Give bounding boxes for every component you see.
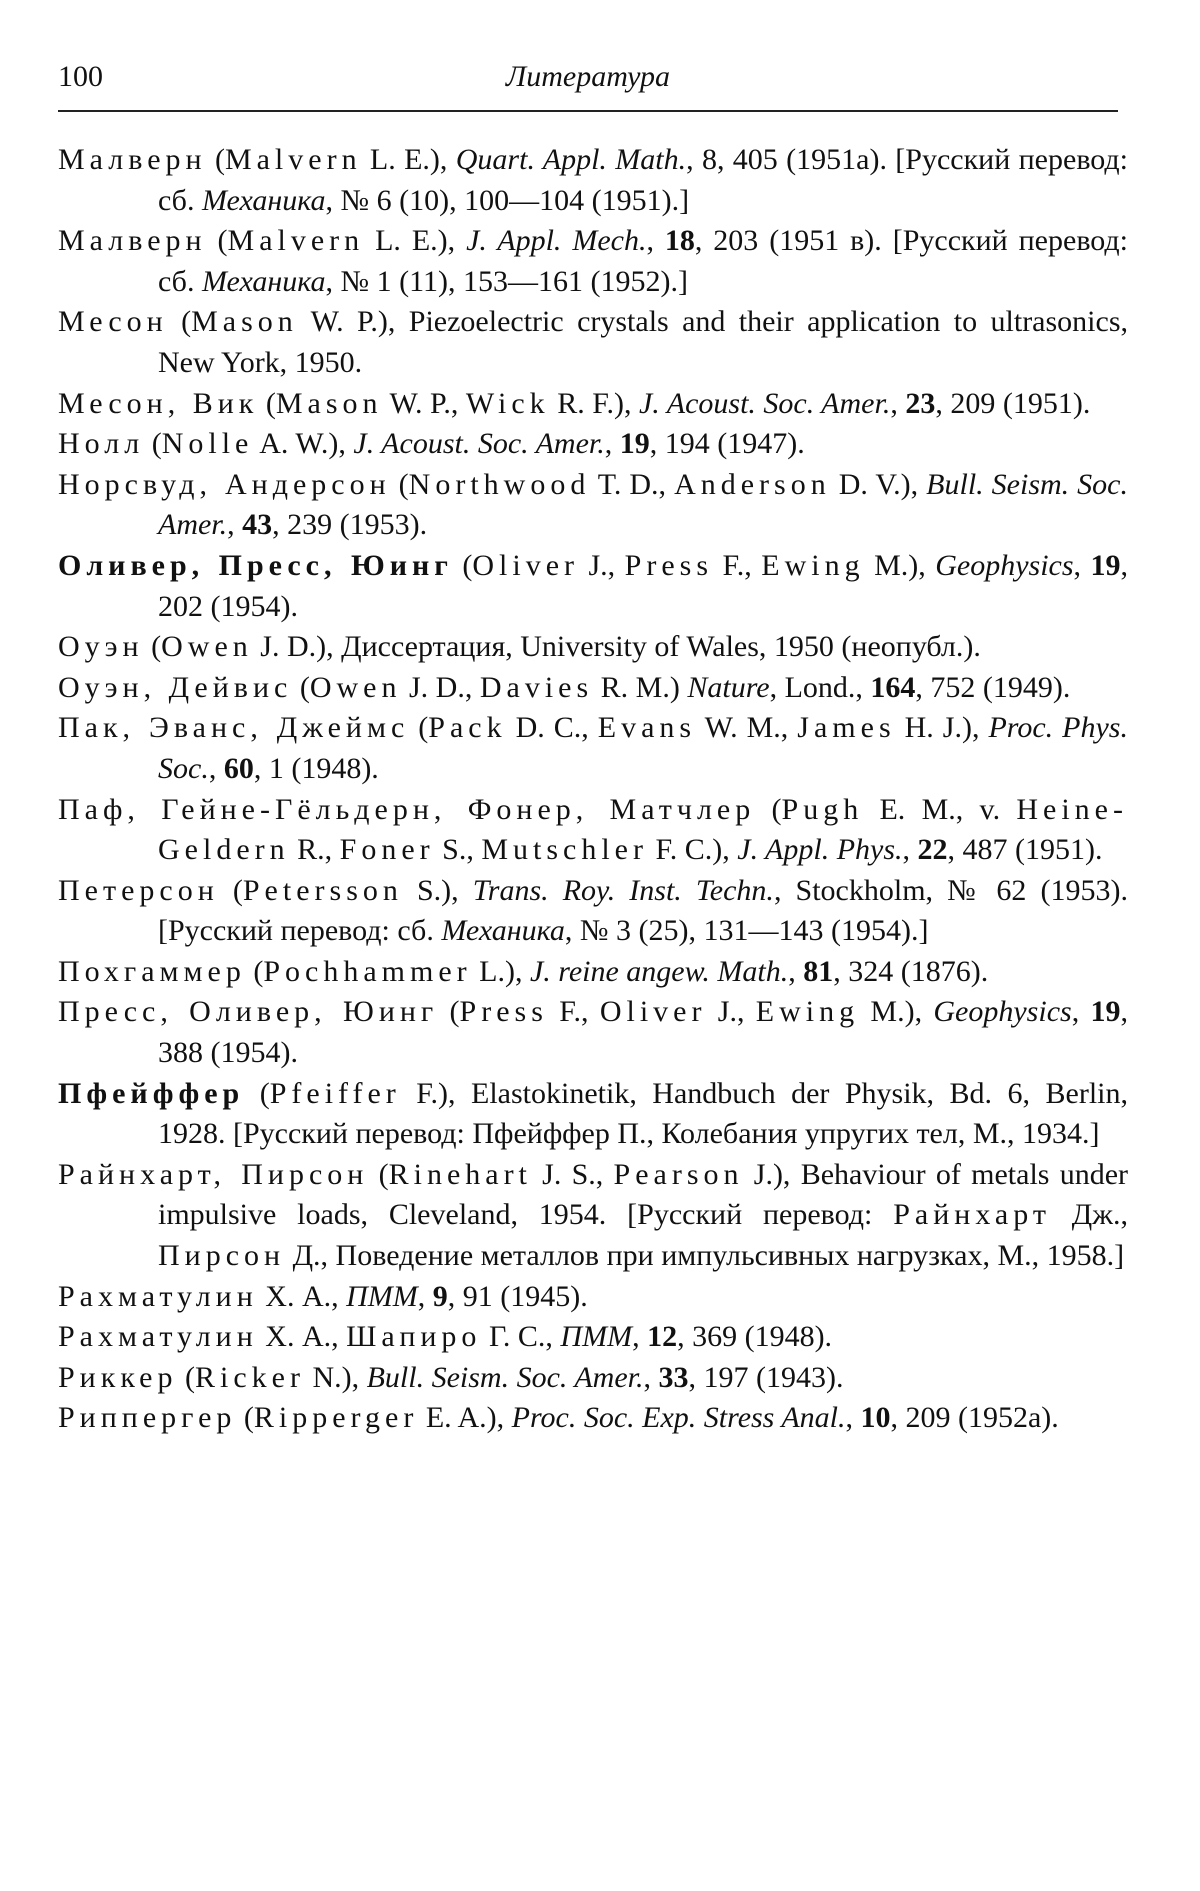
running-title: Литература bbox=[505, 60, 671, 93]
journal-title: Proc. Phys. Soc. bbox=[158, 711, 1128, 785]
reference-entry: Пфейффер (Pfeiffer F.), Elastokinetik, Handbuch der Physik, Bd. 6, Berlin, 1928. [Русский перевод: Пфейффер П., Колебания упругих тел, М., 1934.] bbox=[58, 1076, 1128, 1151]
author-name: Рахматулин bbox=[58, 1320, 258, 1354]
journal-title: Proc. Soc. Exp. Stress Anal. bbox=[511, 1401, 846, 1435]
author-name: Паф, Гейне-Гёльдерн, Фонер, Матчлер bbox=[58, 792, 756, 826]
author-name: Малверн bbox=[58, 143, 207, 176]
author-name: Райнхарт, Пирсон bbox=[58, 1157, 369, 1191]
author-latin: Davies bbox=[479, 670, 594, 704]
author-latin: Malvern bbox=[227, 224, 365, 258]
journal-title: J. Appl. Phys. bbox=[737, 833, 903, 867]
journal-title: ПММ bbox=[560, 1320, 633, 1354]
volume: 22 bbox=[917, 833, 948, 867]
author-name: Месон bbox=[58, 305, 168, 339]
journal-title: J. Appl. Mech. bbox=[466, 224, 647, 258]
journal-title: Quart. Appl. Math. bbox=[455, 143, 687, 176]
reference-entry: Оуэн (Owen J. D.), Диссертация, University of Wales, 1950 (неопубл.). bbox=[58, 630, 981, 664]
reference-entry: Похгаммер (Pochhammer L.), J. reine angew. Math., 81, 324 (1876). bbox=[58, 954, 989, 988]
author-latin: Mutschler bbox=[481, 833, 648, 867]
author-name: Пфейффер bbox=[58, 1076, 245, 1110]
volume: 81 bbox=[803, 954, 834, 988]
volume: 12 bbox=[647, 1320, 678, 1354]
author-latin: Pack bbox=[428, 711, 507, 745]
volume: 19 bbox=[619, 427, 650, 461]
page-header bbox=[58, 56, 1118, 112]
reference-entry: Оливер, Пресс, Юинг (Oliver J., Press F., Ewing M.), Geophysics, 19, 202 (1954). bbox=[58, 548, 1128, 623]
author-latin: Ewing bbox=[761, 548, 865, 582]
author-latin: Ripperger bbox=[253, 1401, 419, 1435]
author-name: Риккер bbox=[58, 1360, 178, 1394]
author-latin: Oliver bbox=[472, 548, 580, 582]
author-name: Райнхарт bbox=[893, 1198, 1051, 1232]
author-name: Нолл bbox=[58, 427, 145, 461]
author-name: Рахматулин bbox=[58, 1279, 258, 1313]
journal-title: Механика bbox=[201, 183, 326, 217]
author-name: Пак, Эванс, Джеймс bbox=[58, 711, 410, 745]
author-name: Оуэн, Дейвис bbox=[58, 670, 293, 704]
author-name: Петерсон bbox=[58, 873, 219, 907]
author-name: Малверн bbox=[58, 224, 207, 258]
journal-title: Geophysics bbox=[935, 548, 1074, 582]
author-latin: Owen bbox=[161, 630, 253, 664]
reference-entry: Малверн (Malvern L. E.), Quart. Appl. Math., 8, 405 (1951a). [Русский перевод: сб. Механика, № 6 (10), 100—104 (1951).] bbox=[58, 143, 1129, 217]
volume: 18 bbox=[664, 224, 695, 258]
reference-entry: Петерсон (Petersson S.), Trans. Roy. Inst. Techn., Stockholm, № 62 (1953). [Русский перевод: сб. Механика, № 3 (25), 131—143 (1954).] bbox=[58, 873, 1128, 948]
reference-entry: Норсвуд, Андерсон (Northwood T. D., Anderson D. V.), Bull. Seism. Soc. Amer., 43, 239 (1953). bbox=[58, 467, 1128, 542]
volume: 60 bbox=[223, 751, 254, 785]
author-latin: Pugh bbox=[781, 792, 864, 826]
volume: 43 bbox=[242, 508, 273, 542]
reference-entry: Рахматулин Х. А., Шапиро Г. С., ПММ, 12, 369 (1948). bbox=[58, 1320, 833, 1354]
author-latin: Heine-Geldern bbox=[158, 792, 1128, 867]
journal-title: J. Acoust. Soc. Amer. bbox=[638, 386, 891, 420]
author-name: Оуэн bbox=[58, 630, 144, 664]
volume: 19 bbox=[1090, 995, 1121, 1029]
reference-list bbox=[58, 140, 1128, 1439]
author-name: Оливер, Пресс, Юинг bbox=[58, 548, 453, 582]
volume: 19 bbox=[1090, 548, 1121, 582]
journal-title: Nature bbox=[687, 670, 770, 704]
journal-title: Механика bbox=[201, 264, 326, 298]
volume: 23 bbox=[905, 386, 936, 420]
author-latin: Oliver bbox=[599, 995, 707, 1029]
author-latin: Malvern bbox=[224, 143, 362, 176]
journal-title: Trans. Roy. Inst. Techn. bbox=[472, 873, 774, 907]
author-latin: Ewing bbox=[755, 995, 860, 1029]
author-latin: Press bbox=[459, 995, 548, 1029]
author-latin: Evans bbox=[597, 711, 697, 745]
journal-title: J. reine angew. Math. bbox=[529, 954, 789, 988]
author-latin: Owen bbox=[309, 670, 402, 704]
reference-entry: Риккер (Ricker N.), Bull. Seism. Soc. Amer., 33, 197 (1943). bbox=[58, 1360, 844, 1394]
author-latin: Nolle bbox=[161, 427, 254, 461]
reference-entry: Нолл (Nolle A. W.), J. Acoust. Soc. Amer., 19, 194 (1947). bbox=[58, 427, 805, 461]
author-latin: Northwood bbox=[408, 467, 591, 501]
journal-title: Bull. Seism. Soc. Amer. bbox=[158, 467, 1128, 542]
author-name: Шапиро bbox=[346, 1320, 482, 1354]
reference-entry: Райнхарт, Пирсон (Rinehart J. S., Pearson J.), Behaviour of metals under impulsive loads, Cleveland, 1954. [Русский перевод: Райнхарт Дж., Пирсон Д., Поведение металлов при импульсивных нагрузках, М., 1958.] bbox=[58, 1157, 1129, 1273]
author-latin: Mason bbox=[275, 386, 383, 420]
author-name: Норсвуд, Андерсон bbox=[58, 467, 391, 501]
author-latin: Anderson bbox=[674, 467, 831, 501]
reference-entry: Оуэн, Дейвис (Owen J. D., Davies R. M.) Nature, Lond., 164, 752 (1949). bbox=[58, 670, 1071, 704]
page-number: 100 bbox=[58, 60, 103, 93]
reference-entry: Риппергер (Ripperger E. A.), Proc. Soc. Exp. Stress Anal., 10, 209 (1952a). bbox=[58, 1401, 1059, 1435]
volume: 9 bbox=[432, 1279, 448, 1313]
reference-entry: Паф, Гейне-Гёльдерн, Фонер, Матчлер (Pugh E. M., v. Heine-Geldern R., Foner S., Mutschler F. C.), J. Appl. Phys., 22, 487 (1951). bbox=[58, 792, 1128, 867]
author-latin: Foner bbox=[339, 833, 435, 867]
reference-entry: Месон, Вик (Mason W. P., Wick R. F.), J. Acoust. Soc. Amer., 23, 209 (1951). bbox=[58, 386, 1091, 420]
author-name: Месон, Вик bbox=[58, 386, 259, 420]
reference-entry: Малверн (Malvern L. E.), J. Appl. Mech., 18, 203 (1951 в). [Русский перевод: сб. Механика, № 1 (11), 153—161 (1952).] bbox=[58, 224, 1129, 298]
journal-title: Bull. Seism. Soc. Amer. bbox=[366, 1360, 644, 1394]
journal-title: Geophysics bbox=[933, 995, 1072, 1029]
author-name: Похгаммер bbox=[58, 954, 246, 988]
volume: 33 bbox=[658, 1360, 689, 1394]
author-latin: Petersson bbox=[242, 873, 403, 907]
reference-entry: Пак, Эванс, Джеймс (Pack D. C., Evans W. M., James H. J.), Proc. Phys. Soc., 60, 1 (1948). bbox=[58, 711, 1128, 785]
author-latin: Ricker bbox=[194, 1360, 305, 1394]
author-name: Риппергер bbox=[58, 1401, 237, 1435]
author-latin: Pochhammer bbox=[263, 954, 472, 988]
author-latin: James bbox=[797, 711, 896, 745]
volume: 164 bbox=[870, 670, 916, 704]
journal-title: Механика bbox=[441, 914, 565, 948]
journal-title: J. Acoust. Soc. Amer. bbox=[353, 427, 605, 461]
author-name: Пресс, Оливер, Юинг bbox=[58, 995, 439, 1029]
author-latin: Pearson bbox=[613, 1157, 744, 1191]
author-latin: Wick bbox=[465, 386, 550, 420]
author-latin: Rinehart bbox=[388, 1157, 532, 1191]
reference-entry: Рахматулин Х. А., ПММ, 9, 91 (1945). bbox=[58, 1279, 588, 1313]
reference-entry: Месон (Mason W. P.), Piezoelectric crystals and their application to ultrasonics, New York, 1950. bbox=[58, 305, 1128, 379]
author-name: Пирсон bbox=[158, 1239, 286, 1273]
journal-title: ПММ bbox=[346, 1279, 418, 1313]
volume: 8 bbox=[701, 143, 717, 176]
author-latin: Press bbox=[624, 548, 714, 582]
reference-entry: Пресс, Оливер, Юинг (Press F., Oliver J., Ewing M.), Geophysics, 19, 388 (1954). bbox=[58, 995, 1128, 1070]
author-latin: Pfeiffer bbox=[269, 1076, 401, 1110]
author-latin: Mason bbox=[191, 305, 298, 339]
volume: 10 bbox=[860, 1401, 891, 1435]
